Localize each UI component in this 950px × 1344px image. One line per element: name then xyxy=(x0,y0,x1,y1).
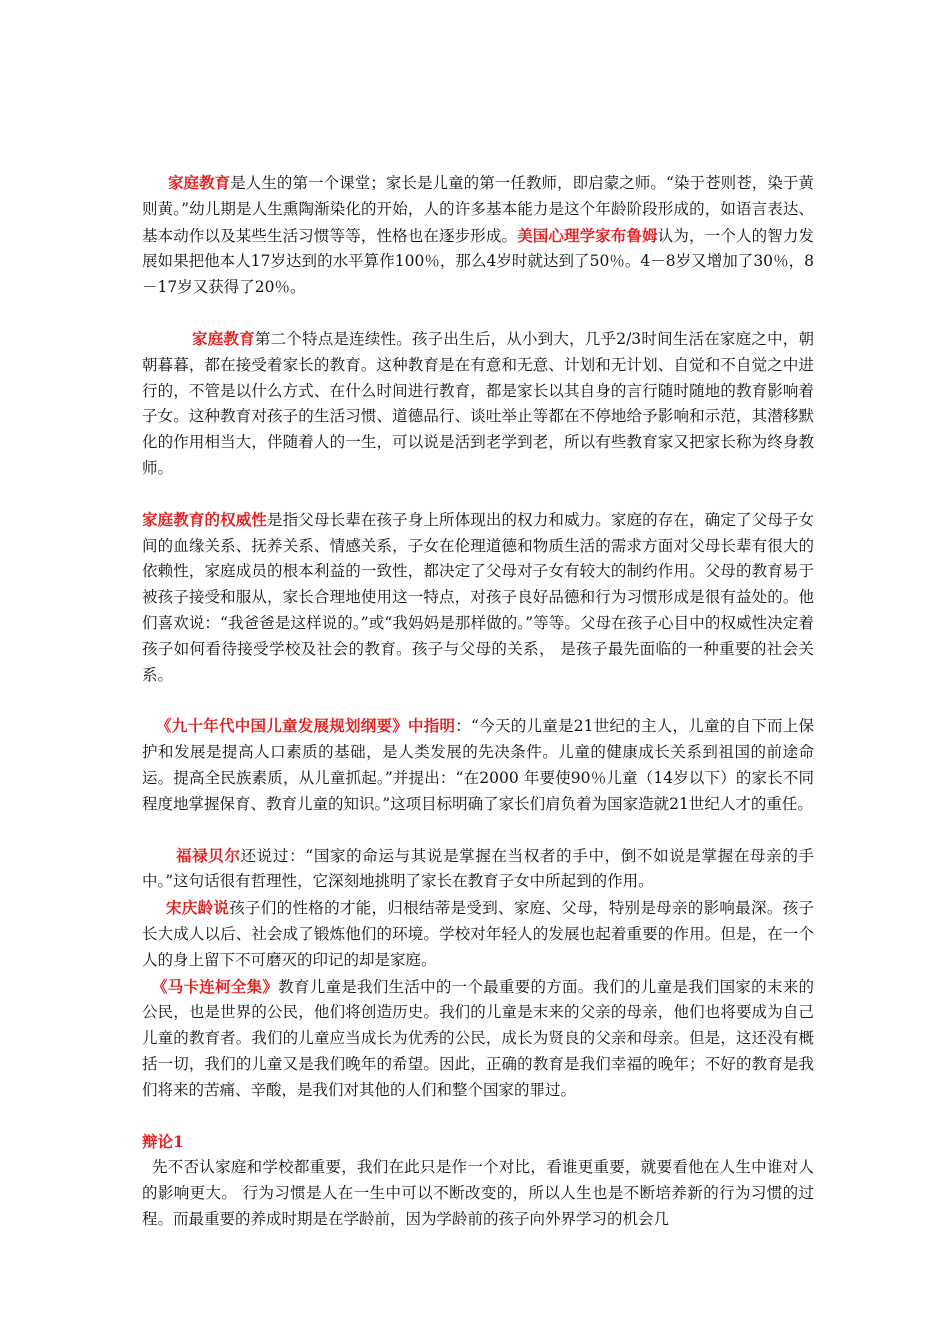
paragraph-text: 孩子们的性格的才能，归根结蒂是受到、家庭、父母，特别是母亲的影响最深。孩子长大成人以后、社会成了锻炼他们的环境。学校对年轻人的发展也起着重要的作用。但是，在一个人的身上留下不可磨灭的印记的却是家庭。 xyxy=(142,899,814,969)
paragraph-froebel xyxy=(142,843,814,896)
highlight-family-education: 家庭教育 xyxy=(192,328,255,348)
paragraph-continuity xyxy=(142,326,814,482)
paragraph-authority xyxy=(142,507,814,689)
paragraph-soong-ching-ling xyxy=(142,895,814,973)
highlight-soong-ching-ling: 宋庆龄说 xyxy=(166,898,230,918)
paragraph-text: 认为，一个人的智力发展如果把他本人17岁达到的水平算作100％，那么4岁时就达到了50％。4－8岁又增加了30％，8－17岁又获得了20％。 xyxy=(142,226,814,297)
paragraph-family-education-first-classroom xyxy=(142,170,814,301)
highlight-makarenko: 《马卡连柯全集》 xyxy=(152,976,279,996)
debate-heading-text: 辩论1 xyxy=(142,1131,184,1151)
paragraph-text: ：“今天的儿童是21世纪的主人，儿童的自下而上保护和发展是提高人口素质的基础，是人类发展的先决条件。儿童的健康成长关系到祖国的前途命运。提高全民族素质，从儿童抓起。”并提出：“在2000 年要使90％儿童（14岁以下）的家长不同程度地掌握保育、教育儿童的知识。”这项目标明确了家长们肩负着为国家造就21世纪人才的重任。 xyxy=(142,717,814,813)
highlight-froebel: 福禄贝尔 xyxy=(176,845,241,865)
highlight-outline-title: 《九十年代中国儿童发展规划纲要》中指明 xyxy=(156,716,456,736)
highlight-bloom: 美国心理学家布鲁姆 xyxy=(517,225,658,245)
paragraph-makarenko xyxy=(142,974,814,1104)
debate-heading xyxy=(142,1129,814,1156)
document-body xyxy=(142,170,814,1233)
paragraph-text: 先不否认家庭和学校都重要，我们在此只是作一个对比，看谁更重要，就要看他在人生中谁对人的影响更大。 行为习惯是人在一生中可以不断改变的，所以人生也是不断培养新的行为习惯的过程。而最重要的养成时期是在学龄前，因为学龄前的孩子向外界学习的机会几 xyxy=(142,1158,814,1228)
highlight-family-education: 家庭教育 xyxy=(168,173,231,192)
paragraph-outline-90s xyxy=(142,713,814,817)
paragraph-debate xyxy=(142,1155,814,1232)
highlight-authority: 家庭教育的权威性 xyxy=(142,509,268,529)
paragraph-text: 教育儿童是我们生活中的一个最重要的方面。我们的儿童是我们国家的末来的公民，也是世界的公民，他们将创造历史。我们的儿童是末来的父亲的母亲，他们也将要成为自己儿童的教育者。我们的儿童应当成长为优秀的公民，成长为贤良的父亲和母亲。但是，这还没有概括一切，我们的儿童又是我们晚年的希望。因此，正确的教育是我们幸福的晚年；不好的教育是我们将来的苦痛、辛酸，是我们对其他的人们和整个国家的罪过。 xyxy=(142,977,814,1099)
paragraph-text: 是人生的第一个课堂；家长是儿童的第一任教师，即启蒙之师。“染于苍则苍，染于黄则黄。”幼儿期是人生熏陶渐染化的开始，人的许多基本能力是这个年龄阶段形成的，如语言表达、基本动作以及某些生活习惯等等，性格也在逐步形成。 xyxy=(142,174,814,245)
paragraph-text: 还说过：“国家的命运与其说是掌握在当权者的手中，倒不如说是掌握在母亲的手中。”这句话很有哲理性，它深刻地挑明了家长在教育子女中所起到的作用。 xyxy=(142,846,814,891)
paragraph-text: 第二个特点是连续性。孩子出生后，从小到大，几乎2/3时间生活在家庭之中，朝朝暮暮，都在接受着家长的教育。这种教育是在有意和无意、计划和无计划、自觉和不自觉之中进行的，不管是以什么方式、在什么时间进行教育，都是家长以其自身的言行随时随地的教育影响着子女。这种教育对孩子的生活习惯、道德品行、谈吐举止等都在不停地给予影响和示范，其潜移默化的作用相当大，伴随着人的一生，可以说是活到老学到老，所以有些教育家又把家长称为终身教师。 xyxy=(142,329,814,477)
paragraph-text: 是指父母长辈在孩子身上所体现出的权力和威力。家庭的存在，确定了父母子女间的血缘关系、抚养关系、情感关系，子女在伦理道德和物质生活的需求方面对父母长辈有很大的依赖性，家庭成员的根本利益的一致性，都决定了父母对子女有较大的制约作用。父母的教育易于被孩子接受和服从，家长合理地使用这一特点，对孩子良好品德和行为习惯形成是很有益处的。他们喜欢说：“我爸爸是这样说的。”或“我妈妈是那样做的。”等等。父母在孩子心目中的权威性决定着孩子如何看待接受学校及社会的教育。孩子与父母的关系， 是孩子最先面临的一种重要的社会关系。 xyxy=(142,510,814,684)
